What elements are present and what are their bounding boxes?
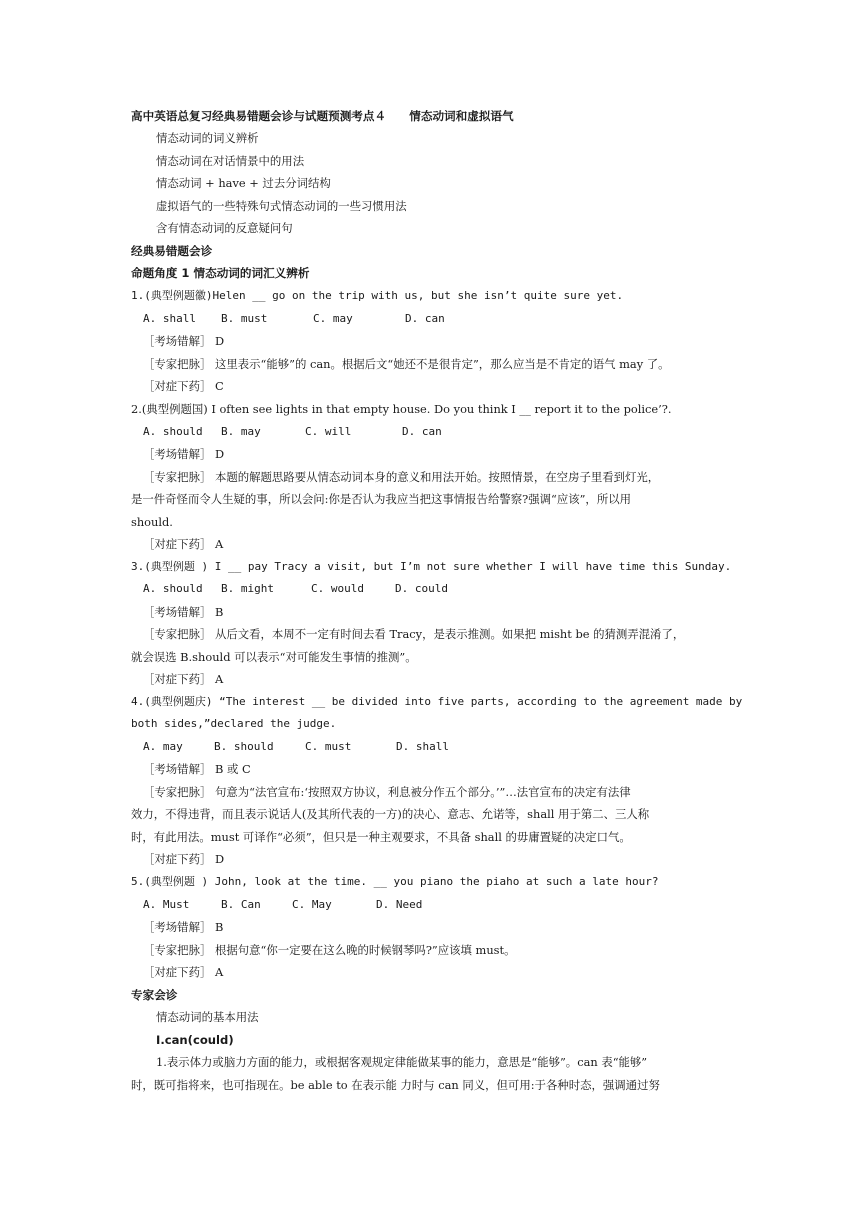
question-stem: 3.(典型例题 ) I __ pay Tracy a visit, but I’m not sure whether I will have time this Sunday.: [131, 560, 732, 573]
option: D. can: [402, 425, 442, 438]
wrong-answer: ［考场错解］ B 或 C: [143, 762, 251, 776]
correct-answer: ［对症下药］ A: [143, 672, 224, 686]
option: C. must: [305, 740, 352, 753]
option: A. should: [143, 582, 203, 595]
correct-answer: ［对症下药］ C: [143, 379, 224, 393]
subsection-heading: 命题角度 1 情态动词的词汇义辨析: [131, 266, 310, 280]
option: A. shall: [143, 312, 196, 325]
option: B. Can: [221, 898, 261, 911]
option: D. Need: [376, 898, 423, 911]
correct-answer: ［对症下药］ D: [143, 852, 225, 866]
question-stem: 4.(典型例题庆) “The interest __ be divided into five parts, according to the agreement made by: [131, 695, 743, 708]
subsection-heading: 情态动词的基本用法: [156, 1010, 259, 1024]
expert-analysis: ［专家把脉］ 根据句意“你一定要在这么晚的时候钢琴吗?”应该填 must。: [143, 943, 516, 957]
question-stem: 2.(典型例题国) I often see lights in that empty house. Do you think I __ report it to the police’?.: [131, 402, 672, 416]
correct-answer: ［对症下药］ A: [143, 537, 224, 551]
expert-analysis: ［专家把脉］ 句意为“法官宣布:‘按照双方协议，利息被分作五个部分。’”…法官宣布的决定有法律: [143, 785, 631, 799]
option: A. Must: [143, 898, 190, 911]
outline-item: 情态动词 + have + 过去分词结构: [156, 176, 331, 190]
expert-analysis-cont: 时，有此用法。must 可译作“必须”，但只是一种主观要求，不具备 shall 的毋庸置疑的决定口气。: [131, 830, 631, 844]
wrong-answer: ［考场错解］ D: [143, 334, 225, 348]
option: A. may: [143, 740, 183, 753]
section-heading: 专家会诊: [131, 988, 178, 1002]
expert-analysis-cont: should.: [131, 515, 173, 529]
wrong-answer: ［考场错解］ D: [143, 447, 225, 461]
option: B. should: [214, 740, 274, 753]
option: C. would: [311, 582, 364, 595]
option: D. can: [405, 312, 445, 325]
option: D. could: [395, 582, 448, 595]
answer-options: [143, 739, 449, 755]
wrong-answer: ［考场错解］ B: [143, 605, 224, 619]
option: C. will: [305, 425, 352, 438]
subsection-heading: I.can(could): [156, 1033, 234, 1047]
section-heading: 经典易错题会诊: [131, 244, 213, 258]
expert-analysis-cont: 就会误选 B.should 可以表示“对可能发生事情的推测”。: [131, 650, 417, 664]
expert-analysis: ［专家把脉］ 这里表示“能够”的 can。根据后文“她还不是很肯定”，那么应当是不肯定的语气 may 了。: [143, 357, 670, 371]
option: C. may: [313, 312, 353, 325]
expert-analysis-cont: 是一件奇怪而令人生疑的事，所以会问:你是否认为我应当把这事情报告给警察?强调“应该”，所以用: [131, 492, 631, 506]
outline-item: 虚拟语气的一些特殊句式情态动词的一些习惯用法: [156, 199, 407, 213]
expert-analysis: ［专家把脉］ 本题的解题思路要从情态动词本身的意义和用法开始。按照情景，在空房子里看到灯光，: [143, 470, 660, 484]
paragraph-cont: 时，既可指将来，也可指现在。be able to 在表示能 力时与 can 同义，但可用:于各种时态，强调通过努: [131, 1078, 660, 1092]
option: D. shall: [396, 740, 449, 753]
question-stem: 1.(典型例题徽)Helen __ go on the trip with us, but she isn’t quite sure yet.: [131, 289, 624, 302]
answer-options: [143, 897, 422, 913]
expert-analysis-cont: 效力，不得违背，而且表示说话人(及其所代表的一方)的决心、意志、允诺等，shall 用于第二、三人称: [131, 807, 650, 821]
answer-options: [143, 311, 445, 327]
question-stem: 5.(典型例题 ) John, look at the time. __ you piano the piaho at such a late hour?: [131, 875, 659, 888]
answer-options: [143, 581, 448, 597]
outline-item: 情态动词在对话情景中的用法: [156, 154, 305, 168]
option: C. May: [292, 898, 332, 911]
correct-answer: ［对症下药］ A: [143, 965, 224, 979]
outline-item: 情态动词的词义辨析: [156, 131, 259, 145]
option: B. might: [221, 582, 274, 595]
option: A. should: [143, 425, 203, 438]
paragraph: 1.表示体力或脑力方面的能力，或根据客观规定律能做某事的能力，意思是“能够”。can 表“能够”: [156, 1055, 648, 1069]
option: B. may: [221, 425, 261, 438]
expert-analysis: ［专家把脉］ 从后文看，本周不一定有时间去看 Tracy，是表示推测。如果把 misht be 的猜测弄混淆了，: [143, 627, 685, 641]
option: B. must: [221, 312, 268, 325]
question-stem-cont: both sides,”declared the judge.: [131, 717, 337, 730]
document-title: 高中英语总复习经典易错题会诊与试题预测考点４ 情态动词和虚拟语气: [131, 109, 514, 123]
wrong-answer: ［考场错解］ B: [143, 920, 224, 934]
answer-options: [143, 424, 442, 440]
outline-item: 含有情态动词的反意疑问句: [156, 221, 293, 235]
